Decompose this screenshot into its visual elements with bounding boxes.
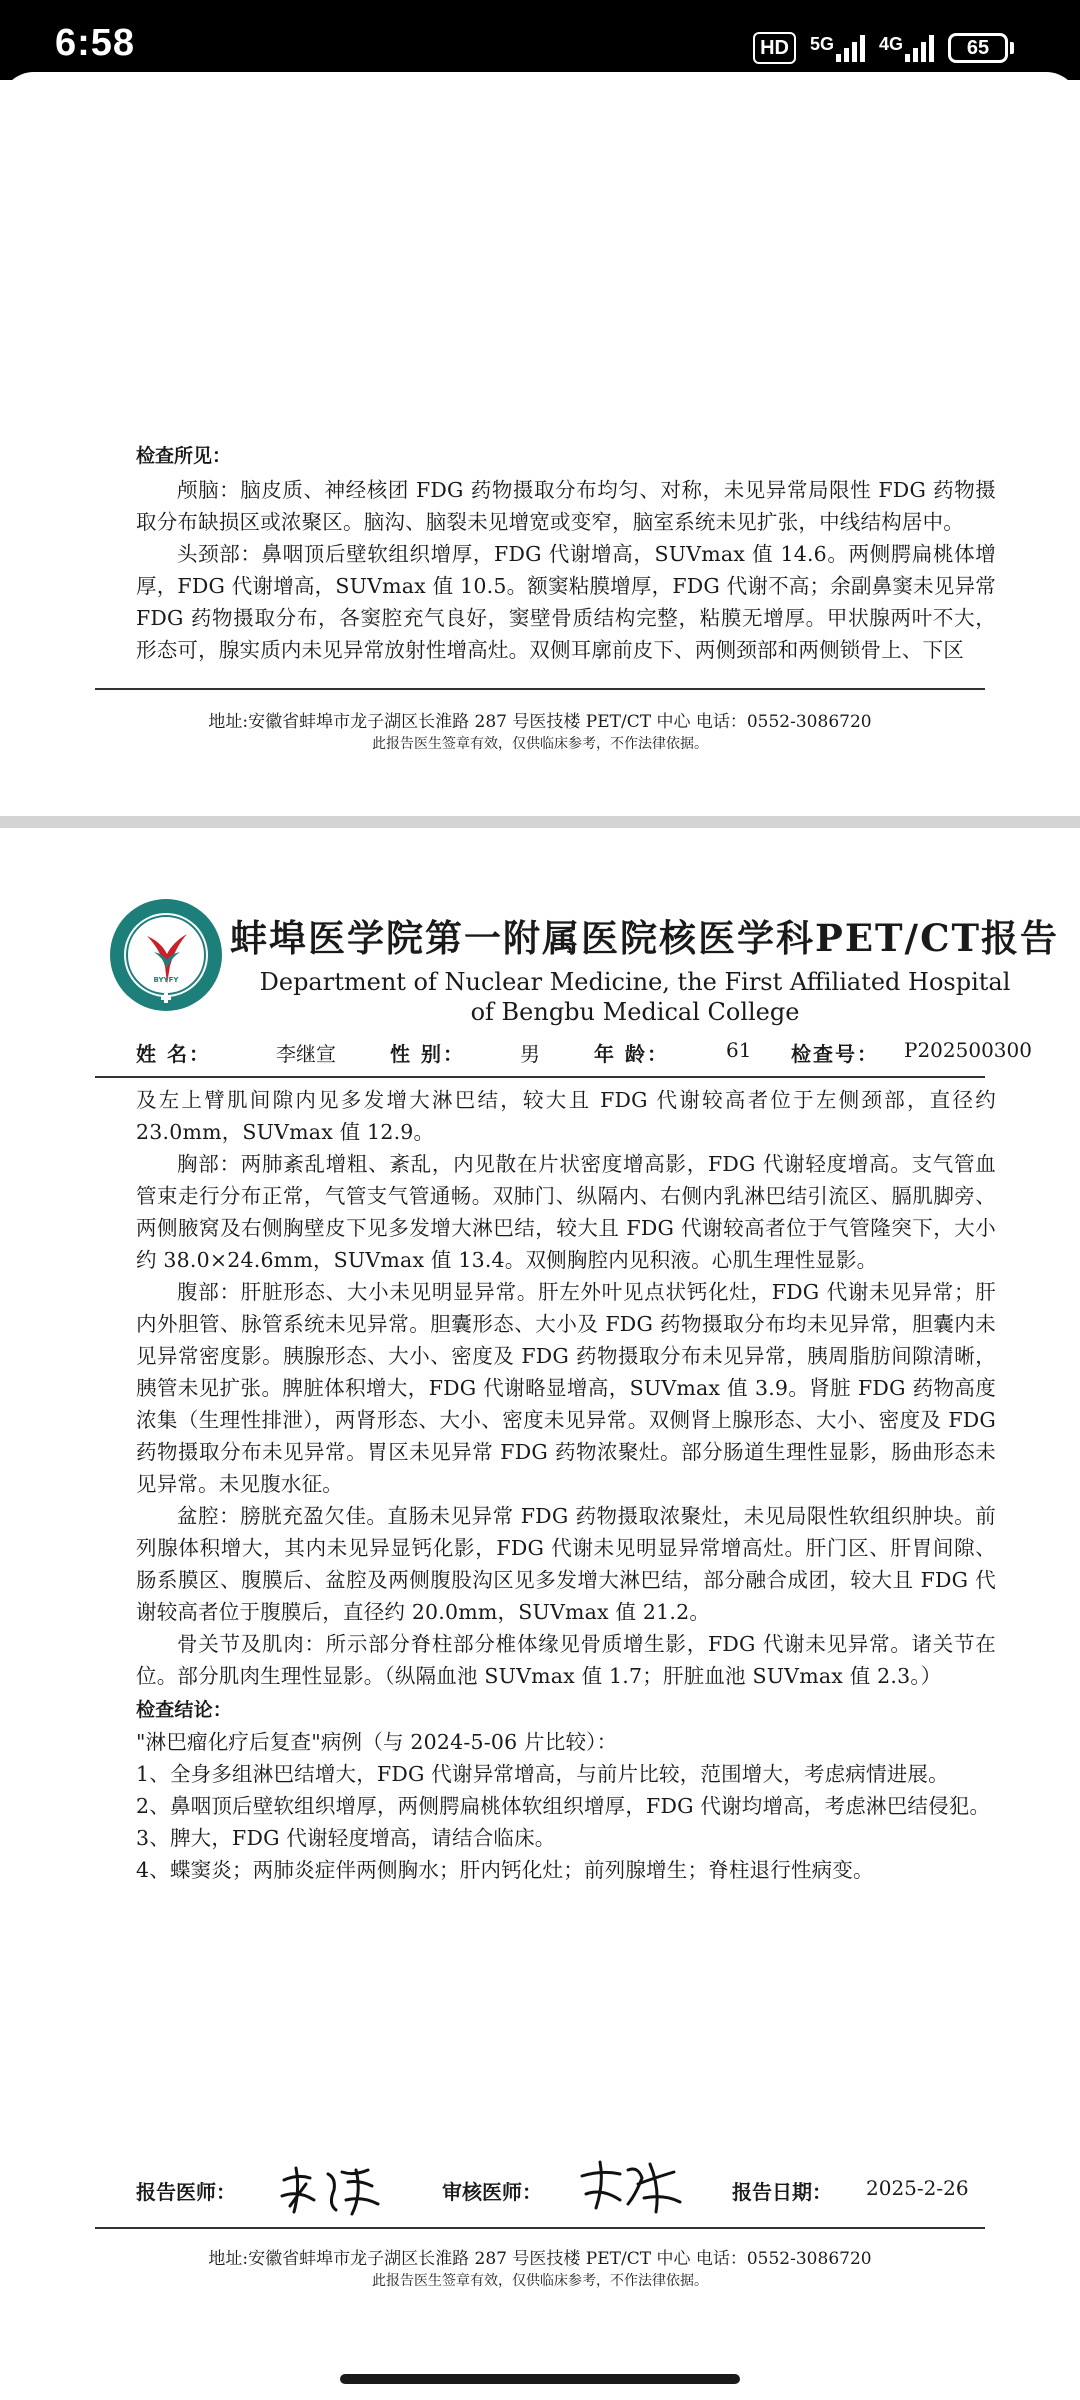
conclusion-item: 3、脾大，FDG 代谢轻度增高，请结合临床。 (136, 1826, 556, 1850)
finding-paragraph: 腹部：肝脏形态、大小未见明显异常。肝左外叶见点状钙化灶，FDG 代谢未见异常；肝内外胆管、脉管系统未见异常。胆囊形态、大小及 FDG 药物摄取分布均未见异常，胆囊内未见异常密度影。胰腺形态、大小、密度及 FDG 药物摄取分布未见异常，胰周脂肪间隙清晰，胰管未见扩张。脾脏体积增大，FDG 代谢略显增高，SUVmax 值 3.9。肾脏 FDG 药物高度浓集（生理性排泄），两肾形态、大小、密度未见异常。双侧肾上腺形态、大小、密度及 FDG 药物摄取分布未见异常。胃区未见异常 FDG 药物浓聚灶。部分肠道生理性显影，肠曲形态未见异常。未见腹水征。 (136, 1280, 996, 1496)
conclusion-item: 2、鼻咽顶后壁软组织增厚，两侧腭扁桃体软组织增厚，FDG 代谢均增高，考虑淋巴结侵犯。 (136, 1794, 991, 1818)
exam-no-label: 检查号： (791, 1042, 879, 1066)
status-icons (753, 30, 1014, 66)
hospital-title-cn: 蚌埠医学院第一附属医院核医学科PET/CT报告 (230, 916, 1060, 960)
report-date: 2025-2-26 (866, 2176, 969, 2200)
age-label: 年 龄： (594, 1042, 669, 1066)
name-label: 姓 名： (136, 1042, 211, 1066)
review-doctor-label: 审核医师： (442, 2180, 542, 2204)
findings-text-page2 (136, 1084, 996, 1886)
report-doctor-label: 报告医师： (136, 2180, 236, 2204)
hd-voice-icon: HD (753, 32, 796, 64)
conclusion-item: 1、全身多组淋巴结增大，FDG 代谢异常增高，与前片比较，范围增大，考虑病情进展。 (136, 1762, 949, 1786)
footer-divider (95, 2227, 985, 2229)
conclusion-item: "淋巴瘤化疗后复查"病例（与 2024-5-06 片比较）： (136, 1730, 618, 1754)
footer-disclaimer: 此报告医生签章有效，仅供临床参考，不作法律依据。 (372, 736, 708, 752)
footer-disclaimer: 此报告医生签章有效，仅供临床参考，不作法律依据。 (372, 2273, 708, 2289)
home-indicator[interactable] (340, 2374, 740, 2384)
findings-heading: 检查所见： (136, 445, 232, 467)
conclusion-item: 4、蝶窦炎；两肺炎症伴两侧胸水；肝内钙化灶；前列腺增生；脊柱退行性病变。 (136, 1858, 874, 1882)
report-doctor-signature (276, 2160, 386, 2220)
page-separator (0, 816, 1080, 828)
page2-footer (0, 2248, 1080, 2292)
patient-info-row (136, 1038, 1032, 1066)
sex-label: 性 别： (390, 1042, 465, 1066)
footer-address: 地址:安徽省蚌埠市龙子湖区长淮路 287 号医技楼 PET/CT 中心 电话：0552-3086720 (208, 712, 872, 732)
battery-icon: 65 (948, 33, 1014, 63)
footer-divider (95, 688, 985, 690)
exam-no: P202500300 (904, 1038, 1032, 1062)
hospital-logo-icon (107, 896, 225, 1014)
patient-age: 61 (726, 1038, 752, 1062)
finding-paragraph: 盆腔：膀胱充盈欠佳。直肠未见异常 FDG 药物摄取浓聚灶，未见局限性软组织肿块。前列腺体积增大，其内未见异显钙化影，FDG 代谢未见明显异常增高灶。肝门区、肝胃间隙、肠系膜区、腹膜后、盆腔及两侧腹股沟区见多发增大淋巴结，部分融合成团，较大且 FDG 代谢较高者位于腹膜后，直径约 20.0mm，SUVmax 值 21.2。 (136, 1504, 996, 1624)
finding-paragraph: 骨关节及肌肉：所示部分脊柱部分椎体缘见骨质增生影，FDG 代谢未见异常。诸关节在位。部分肌肉生理性显影。（纵隔血池 SUVmax 值 1.7；肝脏血池 SUVmax 值 2.3。） (136, 1632, 996, 1688)
signal-5g-icon: 5G (810, 34, 865, 62)
header-divider (95, 1076, 985, 1078)
finding-continued: 及左上臂肌间隙内见多发增大淋巴结，较大且 FDG 代谢较高者位于左侧颈部，直径约23.0mm，SUVmax 值 12.9。 (136, 1088, 996, 1144)
conclusion-heading: 检查结论： (136, 1699, 233, 1721)
footer-address: 地址:安徽省蚌埠市龙子湖区长淮路 287 号医技楼 PET/CT 中心 电话：0552-3086720 (208, 2249, 872, 2269)
logo-text: BYYFY (153, 976, 179, 984)
review-doctor-signature (576, 2154, 686, 2218)
signal-4g-icon: 4G (879, 34, 934, 62)
report-date-label: 报告日期： (732, 2180, 832, 2204)
page1-footer (0, 711, 1080, 755)
patient-sex: 男 (520, 1042, 540, 1066)
hospital-title-en: Department of Nuclear Medicine, the First Affiliated Hospital of Bengbu Medical College (259, 968, 1011, 1026)
finding-paragraph: 头颈部：鼻咽顶后壁软组织增厚，FDG 代谢增高，SUVmax 值 14.6。两侧腭扁桃体增厚，FDG 代谢增高，SUVmax 值 10.5。额窦粘膜增厚，FDG 代谢不高；余副鼻窦未见异常 FDG 药物摄取分布，各窦腔充气良好，窦壁骨质结构完整，粘膜无增厚。甲状腺两叶不大，形态可，腺实质内未见异常放射性增高灶。双侧耳廓前皮下、两侧颈部和两侧锁骨上、下区 (136, 542, 996, 662)
status-time: 6:58 (55, 22, 136, 64)
signature-row (136, 2160, 1016, 2220)
findings-text-page1 (136, 474, 996, 666)
finding-paragraph: 颅脑：脑皮质、神经核团 FDG 药物摄取分布均匀、对称，未见异常局限性 FDG 药物摄取分布缺损区或浓聚区。脑沟、脑裂未见增宽或变窄，脑室系统未见扩张，中线结构居中。 (136, 478, 996, 534)
patient-name: 李继宣 (276, 1042, 336, 1066)
status-bar (0, 0, 1080, 80)
finding-paragraph: 胸部：两肺紊乱增粗、紊乱，内见散在片状密度增高影，FDG 代谢轻度增高。支气管血管束走行分布正常，气管支气管通畅。双肺门、纵隔内、右侧内乳淋巴结引流区、膈肌脚旁、两侧腋窝及右侧胸壁皮下见多发增大淋巴结，较大且 FDG 代谢较高者位于气管隆突下，大小约 38.0×24.6mm，SUVmax 值 13.4。双侧胸腔内见积液。心肌生理性显影。 (136, 1152, 996, 1272)
